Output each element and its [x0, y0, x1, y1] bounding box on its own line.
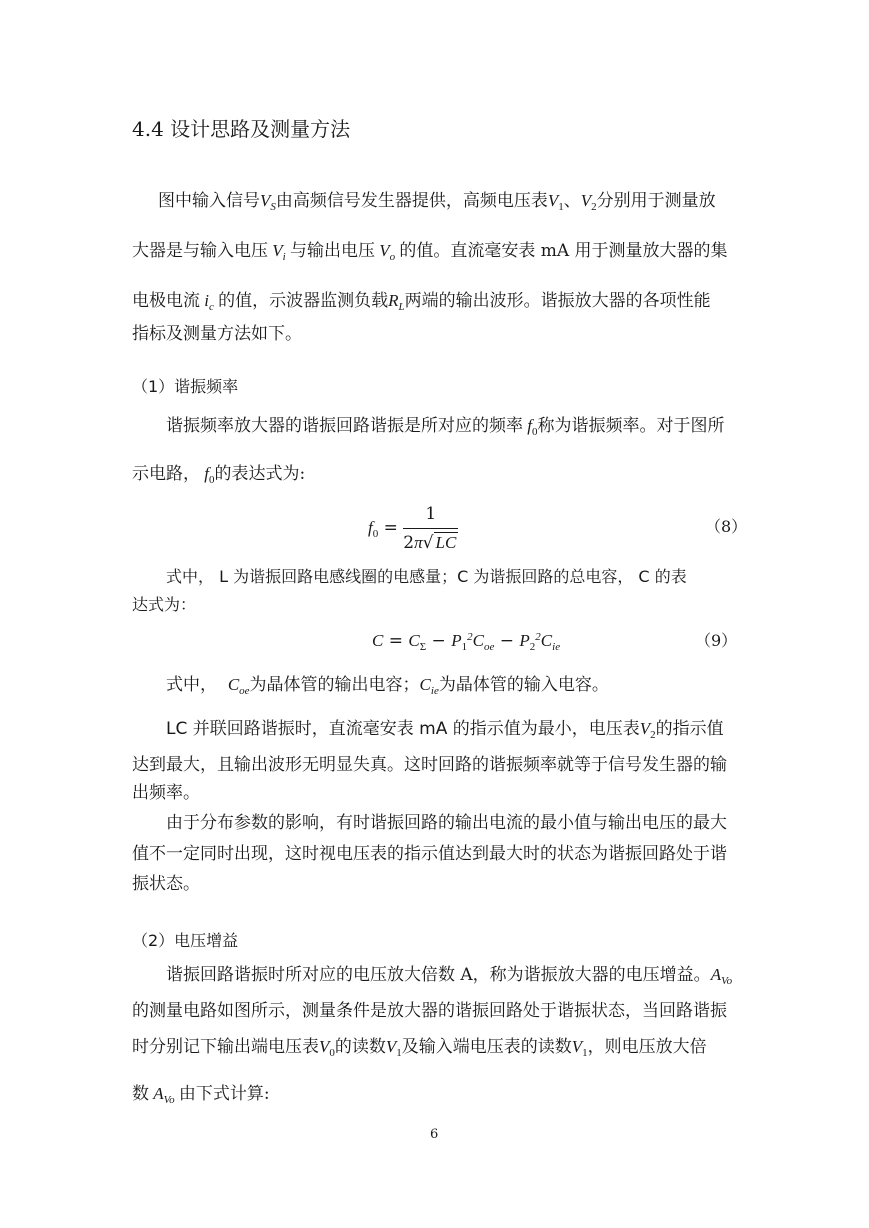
item1-para4-line2: 达到最大，且输出波形无明显失真。这时回路的谐振频率就等于信号发生器的输	[132, 755, 727, 775]
section-heading: 4.4 设计思路及测量方法	[132, 117, 351, 141]
equation-9-number: （9）	[695, 631, 738, 650]
intro-line-4: 指标及测量方法如下。	[132, 324, 302, 344]
item1-para5-line3: 振状态。	[132, 874, 200, 894]
item1-para3: 式中， $C_{oe}$为晶体管的输出电容；$C_{ie}$为晶体管的输入电容。	[166, 675, 609, 697]
item1-heading: （1）谐振频率	[132, 377, 239, 396]
intro-line-2: 大器是与输入电压 $V_i$ 与输出电压 $V_o$ 的值。直流毫安表 mA 用于测量放大器的集	[132, 241, 728, 263]
equation-8-number: （8）	[705, 517, 748, 536]
item1-para4-line3: 出频率。	[132, 783, 200, 803]
item1-para1-line1: 谐振频率放大器的谐振回路谐振是所对应的频率 $f_0$称为谐振频率。对于图所	[166, 416, 725, 438]
item2-heading: （2）电压增益	[132, 931, 239, 950]
page-number: 6	[430, 1127, 439, 1142]
item1-para4-line1: LC 并联回路谐振时，直流毫安表 mA 的指示值为最小，电压表$V_2$的指示值	[166, 719, 724, 741]
equation-8-fraction: $\frac{1}{2\pi√ LC}$	[403, 504, 457, 553]
item1-para5-line2: 值不一定同时出现，这时视电压表的指示值达到最大时的状态为谐振回路处于谐	[132, 844, 727, 864]
item2-para1-line4: 数 $A_{Vo}$ 由下式计算:	[132, 1084, 270, 1106]
item2-para1-line1: 谐振回路谐振时所对应的电压放大倍数 A，称为谐振放大器的电压增益。$A_{Vo}$	[166, 965, 733, 987]
intro-line-3: 电极电流 $i_c$ 的值，示波器监测负载$R_L$两端的输出波形。谐振放大器的各项性能	[132, 291, 711, 313]
item2-para1-line3: 时分别记下输出端电压表$V_0$的读数$V_1$及输入端电压表的读数$V_1$，则电压放大倍	[132, 1037, 707, 1059]
item1-para2-line2: 达式为：	[132, 595, 197, 614]
item1-para1-line2: 示电路， $f_0$的表达式为:	[132, 464, 306, 486]
item1-para2-line1: 式中， L 为谐振回路电感线圈的电感量；C 为谐振回路的总电容， C 的表	[166, 567, 687, 586]
intro-line-1: 图中输入信号$V_S$由高频信号发生器提供，高频电压表$V_1$、$V_2$分别用于测量放	[158, 191, 716, 213]
equation-9: $C = C_\Sigma - P_1^2C_{oe} - P_2^2C_{ie}$	[372, 631, 561, 653]
item2-para1-line2: 的测量电路如图所示，测量条件是放大器的谐振回路处于谐振状态，当回路谐振	[132, 1001, 727, 1021]
equation-8: $f_0$ = $\frac{1}{2\pi√ LC}$	[368, 504, 457, 553]
item1-para5-line1: 由于分布参数的影响，有时谐振回路的输出电流的最小值与输出电压的最大	[166, 813, 727, 833]
